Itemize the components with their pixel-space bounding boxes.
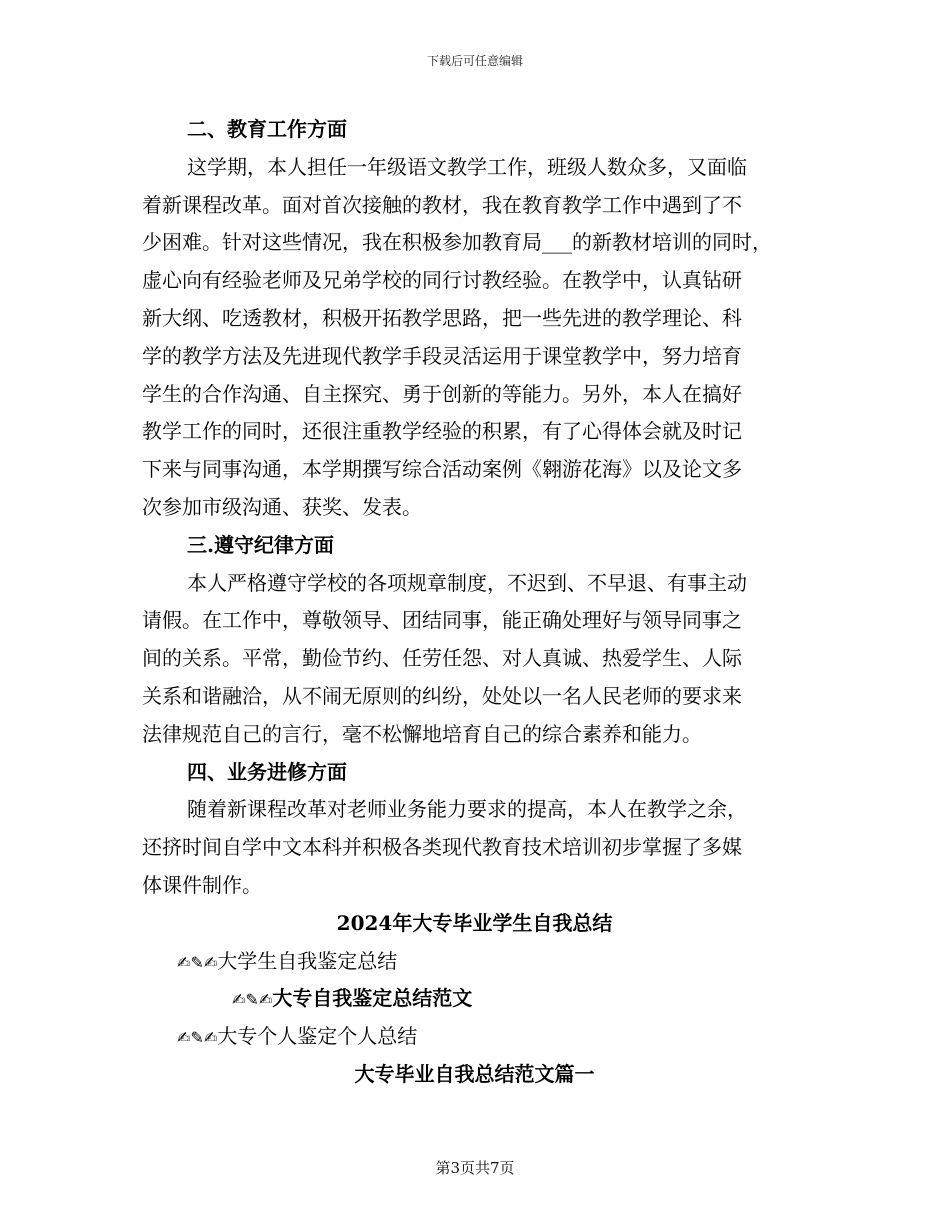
paragraph-line: 虚心向有经验老师及兄弟学校的同行讨教经验。在教学中，认真钻研 xyxy=(142,268,742,293)
paragraph-line: 随着新课程改革对老师业务能力要求的提高，本人在教学之余， xyxy=(187,797,747,822)
paragraph-line: 还挤时间自学中文本科并积极各类现代教育技术培训初步掌握了多媒 xyxy=(142,835,742,860)
paragraph-line: 下来与同事沟通，本学期撰写综合活动案例《翱游花海》以及论文多 xyxy=(142,457,742,482)
page-header: 下载后可任意编辑 xyxy=(426,54,523,68)
related-link-personal-summary[interactable] xyxy=(142,1018,807,1056)
related-link-label: 大专个人鉴定个人总结 xyxy=(217,1024,418,1049)
paragraph-line: 体课件制作。 xyxy=(142,872,262,897)
paragraph-line: 本人严格遵守学校的各项规章制度，不迟到、不早退、有事主动 xyxy=(187,570,747,595)
section-heading-discipline: 三.遵守纪律方面 xyxy=(187,532,334,557)
paragraph-line: 请假。在工作中，尊敬领导、团结同事，能正确处理好与领导同事之 xyxy=(142,608,742,633)
related-link-label: 大专自我鉴定总结范文 xyxy=(272,986,473,1011)
paragraph-line: 间的关系。平常，勤俭节约、任劳任怨、对人真诚、热爱学生、人际 xyxy=(142,646,742,671)
summary-title: 2024年大专毕业学生自我总结 xyxy=(336,910,613,935)
paragraph-line: 学的教学方法及先进现代教学手段灵活运用于课堂教学中，努力培育 xyxy=(142,343,742,368)
paragraph-line: 学生的合作沟通、自主探究、勇于创新的等能力。另外，本人在搞好 xyxy=(142,381,742,406)
document-body xyxy=(142,111,807,1094)
paragraph-line: 教学工作的同时，还很注重教学经验的积累，有了心得体会就及时记 xyxy=(142,419,742,444)
paragraph-line: 次参加市级沟通、获奖、发表。 xyxy=(142,494,422,519)
paragraph-line: 新大纲、吃透教材，积极开拓教学思路，把一些先进的教学理论、科 xyxy=(142,305,742,330)
pen-icon: ✍✎✍ xyxy=(232,990,273,1010)
section-heading-training: 四、业务进修方面 xyxy=(187,759,347,784)
section-subtitle: 大专毕业自我总结范文篇一 xyxy=(354,1061,595,1086)
pen-icon: ✍✎✍ xyxy=(177,1028,218,1048)
related-link-college-summary[interactable] xyxy=(142,980,807,1018)
page-number: 第3页共7页 xyxy=(435,1159,515,1177)
paragraph-line: 少困难。针对这些情况，我在积极参加教育局___的新教材培训的同时， xyxy=(142,230,772,255)
related-link-label: 大学生自我鉴定总结 xyxy=(217,948,398,973)
section-heading-education: 二、教育工作方面 xyxy=(187,117,347,141)
related-link-student-summary[interactable] xyxy=(142,943,807,981)
pen-icon: ✍✎✍ xyxy=(177,952,218,972)
paragraph-line: 法律规范自己的言行，毫不松懈地培育自己的综合素养和能力。 xyxy=(142,721,702,746)
paragraph-line: 关系和谐融洽，从不闹无原则的纠纷，处处以一名人民老师的要求来 xyxy=(142,683,742,708)
paragraph-line: 这学期，本人担任一年级语文教学工作，班级人数众多，又面临 xyxy=(187,154,747,179)
paragraph-line: 着新课程改革。面对首次接触的教材，我在教育教学工作中遇到了不 xyxy=(142,192,742,217)
